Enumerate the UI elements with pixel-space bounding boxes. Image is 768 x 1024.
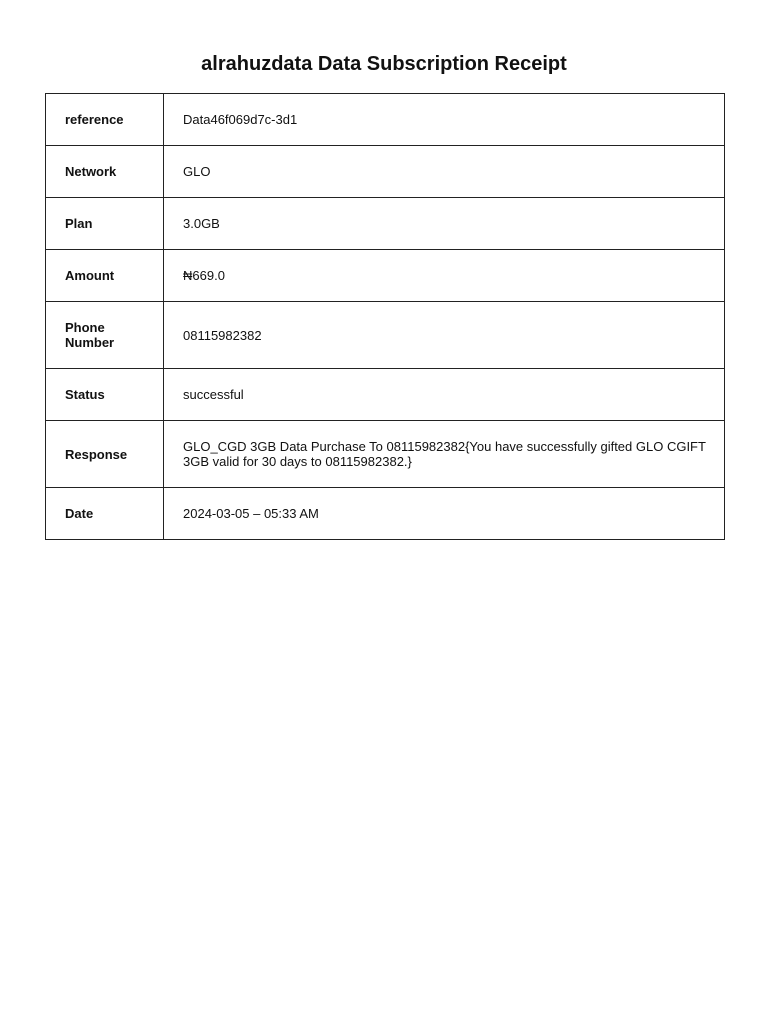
receipt-row-phone-number: [46, 302, 725, 369]
receipt-row-response: [46, 421, 725, 488]
row-value: GLO_CGD 3GB Data Purchase To 08115982382{You have successfully gifted GLO CGIFT 3GB valid for 30 days to 08115982382.}: [164, 421, 725, 488]
row-label: reference: [46, 94, 164, 146]
receipt-table: [45, 93, 725, 540]
row-label: Response: [46, 421, 164, 488]
row-label: Plan: [46, 198, 164, 250]
row-label: Date: [46, 488, 164, 540]
receipt-row-status: [46, 369, 725, 421]
row-value: 08115982382: [164, 302, 725, 369]
receipt-row-network: [46, 146, 725, 198]
row-label: Phone Number: [46, 302, 164, 369]
receipt-row-reference: [46, 94, 725, 146]
row-value: ₦669.0: [164, 250, 725, 302]
receipt-row-date: [46, 488, 725, 540]
row-label: Network: [46, 146, 164, 198]
row-value: 2024-03-05 – 05:33 AM: [164, 488, 725, 540]
row-value: Data46f069d7c-3d1: [164, 94, 725, 146]
row-value: GLO: [164, 146, 725, 198]
receipt-title: alrahuzdata Data Subscription Receipt: [201, 53, 567, 75]
receipt-row-amount: [46, 250, 725, 302]
row-label: Amount: [46, 250, 164, 302]
row-value: successful: [164, 369, 725, 421]
receipt-row-plan: [46, 198, 725, 250]
row-label: Status: [46, 369, 164, 421]
row-value: 3.0GB: [164, 198, 725, 250]
